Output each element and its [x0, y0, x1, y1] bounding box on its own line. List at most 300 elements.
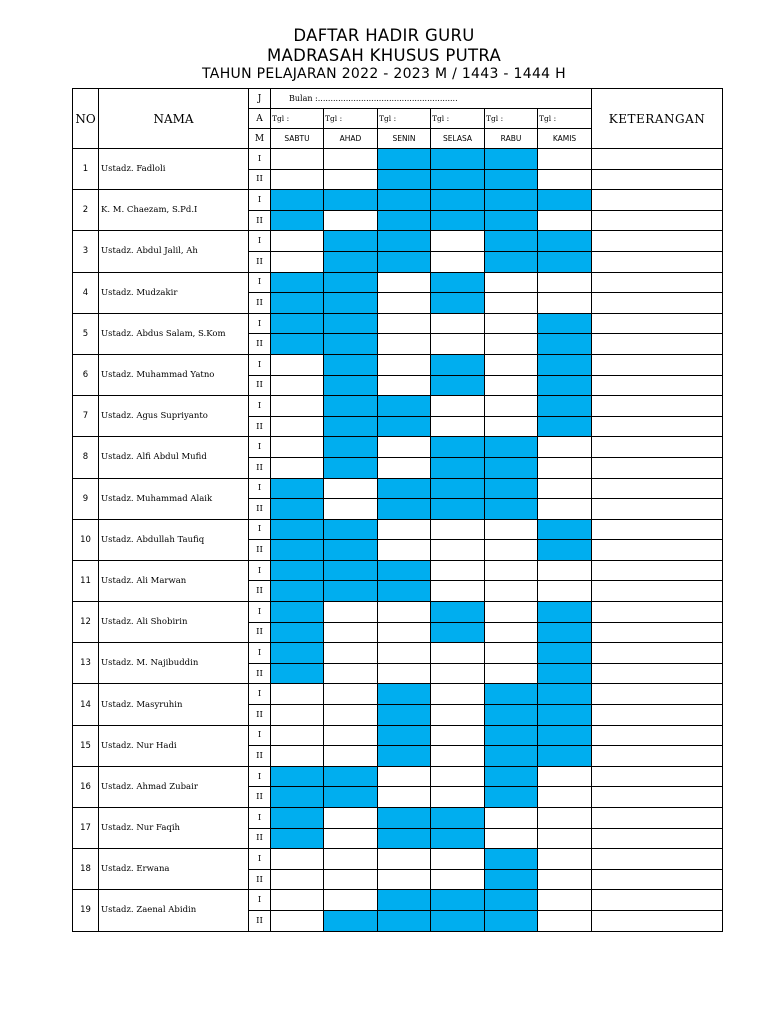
schedule-cell-assigned[interactable]	[324, 766, 378, 787]
schedule-cell[interactable]	[378, 313, 431, 334]
schedule-cell-assigned[interactable]	[271, 478, 324, 499]
schedule-cell-assigned[interactable]	[485, 705, 538, 726]
schedule-cell[interactable]	[485, 808, 538, 829]
keterangan-cell[interactable]	[592, 581, 723, 602]
schedule-cell[interactable]	[324, 705, 378, 726]
keterangan-cell[interactable]	[592, 684, 723, 705]
schedule-cell[interactable]	[271, 149, 324, 170]
schedule-cell-assigned[interactable]	[271, 560, 324, 581]
schedule-cell-assigned[interactable]	[324, 519, 378, 540]
schedule-cell[interactable]	[324, 828, 378, 849]
keterangan-cell[interactable]	[592, 869, 723, 890]
schedule-cell[interactable]	[485, 519, 538, 540]
schedule-cell-assigned[interactable]	[538, 396, 592, 417]
schedule-cell[interactable]	[538, 149, 592, 170]
schedule-cell[interactable]	[378, 354, 431, 375]
schedule-cell-assigned[interactable]	[431, 293, 485, 314]
schedule-cell-assigned[interactable]	[485, 766, 538, 787]
schedule-cell-assigned[interactable]	[378, 560, 431, 581]
schedule-cell[interactable]	[378, 787, 431, 808]
schedule-cell-assigned[interactable]	[271, 293, 324, 314]
schedule-cell-assigned[interactable]	[324, 457, 378, 478]
schedule-cell-assigned[interactable]	[378, 910, 431, 931]
schedule-cell-assigned[interactable]	[485, 746, 538, 767]
schedule-cell[interactable]	[485, 622, 538, 643]
keterangan-cell[interactable]	[592, 787, 723, 808]
schedule-cell[interactable]	[271, 354, 324, 375]
schedule-cell-assigned[interactable]	[378, 251, 431, 272]
schedule-cell-assigned[interactable]	[378, 746, 431, 767]
schedule-cell[interactable]	[271, 231, 324, 252]
schedule-cell-assigned[interactable]	[271, 190, 324, 211]
teacher-number: 7	[73, 396, 99, 437]
schedule-cell[interactable]	[538, 581, 592, 602]
session-label: I	[249, 396, 271, 417]
schedule-cell[interactable]	[378, 375, 431, 396]
session-label: II	[249, 581, 271, 602]
schedule-cell-assigned[interactable]	[378, 808, 431, 829]
schedule-cell[interactable]	[271, 849, 324, 870]
schedule-cell-assigned[interactable]	[538, 313, 592, 334]
schedule-cell-assigned[interactable]	[431, 828, 485, 849]
schedule-cell[interactable]	[538, 272, 592, 293]
session-label: I	[249, 313, 271, 334]
day-header-selasa: SELASA	[431, 129, 485, 149]
keterangan-cell[interactable]	[592, 746, 723, 767]
schedule-cell[interactable]	[485, 643, 538, 664]
keterangan-cell[interactable]	[592, 231, 723, 252]
teacher-number: 18	[73, 849, 99, 890]
schedule-cell-assigned[interactable]	[485, 787, 538, 808]
schedule-cell[interactable]	[271, 890, 324, 911]
teacher-number: 12	[73, 602, 99, 643]
session-label: I	[249, 602, 271, 623]
schedule-cell[interactable]	[271, 437, 324, 458]
schedule-cell-assigned[interactable]	[378, 231, 431, 252]
schedule-cell-assigned[interactable]	[378, 396, 431, 417]
schedule-cell-assigned[interactable]	[431, 808, 485, 829]
schedule-cell[interactable]	[538, 869, 592, 890]
schedule-cell-assigned[interactable]	[378, 190, 431, 211]
schedule-cell[interactable]	[538, 828, 592, 849]
schedule-cell-assigned[interactable]	[271, 808, 324, 829]
schedule-cell[interactable]	[538, 787, 592, 808]
schedule-cell[interactable]	[431, 313, 485, 334]
schedule-cell[interactable]	[378, 766, 431, 787]
session-label: II	[249, 746, 271, 767]
keterangan-cell[interactable]	[592, 828, 723, 849]
tgl-field-senin[interactable]: Tgl :	[378, 109, 431, 129]
keterangan-cell[interactable]	[592, 210, 723, 231]
schedule-cell[interactable]	[538, 457, 592, 478]
schedule-cell[interactable]	[271, 746, 324, 767]
keterangan-cell[interactable]	[592, 478, 723, 499]
keterangan-cell[interactable]	[592, 334, 723, 355]
schedule-cell[interactable]	[538, 890, 592, 911]
schedule-cell[interactable]	[271, 251, 324, 272]
session-label: I	[249, 808, 271, 829]
schedule-cell[interactable]	[485, 416, 538, 437]
schedule-cell-assigned[interactable]	[378, 478, 431, 499]
schedule-cell-assigned[interactable]	[485, 849, 538, 870]
schedule-cell[interactable]	[271, 375, 324, 396]
schedule-cell[interactable]	[431, 519, 485, 540]
schedule-cell-assigned[interactable]	[538, 643, 592, 664]
schedule-cell-assigned[interactable]	[271, 643, 324, 664]
keterangan-cell[interactable]	[592, 272, 723, 293]
schedule-cell-assigned[interactable]	[431, 890, 485, 911]
session-label: I	[249, 478, 271, 499]
schedule-cell[interactable]	[324, 622, 378, 643]
schedule-cell[interactable]	[378, 540, 431, 561]
schedule-cell[interactable]	[324, 602, 378, 623]
keterangan-cell[interactable]	[592, 149, 723, 170]
schedule-cell[interactable]	[378, 622, 431, 643]
keterangan-cell[interactable]	[592, 622, 723, 643]
schedule-cell[interactable]	[485, 663, 538, 684]
schedule-cell-assigned[interactable]	[324, 581, 378, 602]
schedule-cell-assigned[interactable]	[431, 169, 485, 190]
schedule-cell-assigned[interactable]	[485, 437, 538, 458]
keterangan-cell[interactable]	[592, 808, 723, 829]
keterangan-cell[interactable]	[592, 396, 723, 417]
schedule-cell[interactable]	[431, 581, 485, 602]
session-label: I	[249, 272, 271, 293]
keterangan-cell[interactable]	[592, 705, 723, 726]
keterangan-cell[interactable]	[592, 499, 723, 520]
schedule-cell[interactable]	[271, 169, 324, 190]
schedule-cell-assigned[interactable]	[378, 416, 431, 437]
schedule-cell-assigned[interactable]	[324, 313, 378, 334]
schedule-cell[interactable]	[324, 478, 378, 499]
schedule-cell-assigned[interactable]	[431, 910, 485, 931]
schedule-cell-assigned[interactable]	[324, 251, 378, 272]
schedule-cell-assigned[interactable]	[271, 334, 324, 355]
schedule-cell-assigned[interactable]	[431, 354, 485, 375]
schedule-cell-assigned[interactable]	[485, 457, 538, 478]
schedule-cell[interactable]	[378, 849, 431, 870]
schedule-cell[interactable]	[431, 560, 485, 581]
schedule-cell[interactable]	[324, 499, 378, 520]
schedule-cell-assigned[interactable]	[485, 149, 538, 170]
keterangan-cell[interactable]	[592, 190, 723, 211]
schedule-cell[interactable]	[485, 293, 538, 314]
tgl-field-ahad[interactable]: Tgl :	[324, 109, 378, 129]
schedule-cell[interactable]	[378, 869, 431, 890]
keterangan-cell[interactable]	[592, 890, 723, 911]
keterangan-cell[interactable]	[592, 910, 723, 931]
table-row	[73, 849, 723, 870]
schedule-cell[interactable]	[271, 705, 324, 726]
schedule-cell[interactable]	[431, 663, 485, 684]
schedule-cell[interactable]	[431, 251, 485, 272]
schedule-cell-assigned[interactable]	[271, 622, 324, 643]
tgl-field-selasa[interactable]: Tgl :	[431, 109, 485, 129]
schedule-cell[interactable]	[378, 457, 431, 478]
schedule-cell[interactable]	[431, 725, 485, 746]
schedule-cell[interactable]	[271, 869, 324, 890]
keterangan-cell[interactable]	[592, 540, 723, 561]
schedule-cell[interactable]	[271, 725, 324, 746]
schedule-cell-assigned[interactable]	[324, 540, 378, 561]
keterangan-cell[interactable]	[592, 643, 723, 664]
schedule-cell[interactable]	[324, 643, 378, 664]
schedule-cell-assigned[interactable]	[538, 746, 592, 767]
schedule-cell-assigned[interactable]	[378, 890, 431, 911]
schedule-cell[interactable]	[324, 663, 378, 684]
schedule-cell-assigned[interactable]	[538, 684, 592, 705]
schedule-cell-assigned[interactable]	[538, 354, 592, 375]
keterangan-cell[interactable]	[592, 849, 723, 870]
schedule-cell-assigned[interactable]	[538, 375, 592, 396]
schedule-cell-assigned[interactable]	[271, 272, 324, 293]
schedule-cell[interactable]	[378, 437, 431, 458]
schedule-cell[interactable]	[431, 766, 485, 787]
schedule-cell-assigned[interactable]	[485, 169, 538, 190]
bulan-field[interactable]: Bulan :.......................................................	[271, 89, 592, 109]
keterangan-cell[interactable]	[592, 519, 723, 540]
schedule-cell[interactable]	[378, 334, 431, 355]
schedule-cell-assigned[interactable]	[324, 272, 378, 293]
schedule-cell-assigned[interactable]	[485, 725, 538, 746]
schedule-cell[interactable]	[431, 334, 485, 355]
keterangan-cell[interactable]	[592, 457, 723, 478]
schedule-cell-assigned[interactable]	[378, 210, 431, 231]
schedule-cell-assigned[interactable]	[324, 354, 378, 375]
teacher-number: 1	[73, 149, 99, 190]
schedule-cell[interactable]	[431, 684, 485, 705]
schedule-cell[interactable]	[378, 663, 431, 684]
schedule-cell[interactable]	[431, 849, 485, 870]
schedule-cell[interactable]	[538, 478, 592, 499]
keterangan-cell[interactable]	[592, 293, 723, 314]
schedule-cell-assigned[interactable]	[271, 663, 324, 684]
schedule-cell-assigned[interactable]	[271, 210, 324, 231]
schedule-cell[interactable]	[485, 602, 538, 623]
schedule-cell-assigned[interactable]	[431, 499, 485, 520]
schedule-cell[interactable]	[431, 540, 485, 561]
schedule-cell-assigned[interactable]	[271, 519, 324, 540]
schedule-cell-assigned[interactable]	[431, 602, 485, 623]
schedule-cell[interactable]	[485, 313, 538, 334]
schedule-cell[interactable]	[324, 746, 378, 767]
keterangan-cell[interactable]	[592, 375, 723, 396]
schedule-cell-assigned[interactable]	[485, 890, 538, 911]
schedule-cell[interactable]	[324, 210, 378, 231]
schedule-cell[interactable]	[538, 560, 592, 581]
schedule-cell[interactable]	[485, 375, 538, 396]
schedule-cell[interactable]	[538, 808, 592, 829]
schedule-cell-assigned[interactable]	[431, 622, 485, 643]
schedule-cell-assigned[interactable]	[378, 684, 431, 705]
schedule-cell[interactable]	[324, 169, 378, 190]
schedule-cell-assigned[interactable]	[324, 190, 378, 211]
schedule-cell[interactable]	[431, 231, 485, 252]
schedule-cell[interactable]	[538, 849, 592, 870]
schedule-cell[interactable]	[485, 396, 538, 417]
session-label: II	[249, 622, 271, 643]
keterangan-cell[interactable]	[592, 251, 723, 272]
schedule-cell[interactable]	[538, 499, 592, 520]
schedule-cell-assigned[interactable]	[271, 313, 324, 334]
schedule-cell-assigned[interactable]	[538, 231, 592, 252]
teacher-name: Ustadz. Ali Marwan	[99, 560, 249, 601]
tgl-field-sabtu[interactable]: Tgl :	[271, 109, 324, 129]
keterangan-cell[interactable]	[592, 437, 723, 458]
schedule-cell-assigned[interactable]	[485, 251, 538, 272]
schedule-cell-assigned[interactable]	[538, 725, 592, 746]
schedule-cell-assigned[interactable]	[538, 622, 592, 643]
schedule-cell-assigned[interactable]	[431, 457, 485, 478]
keterangan-cell[interactable]	[592, 416, 723, 437]
keterangan-cell[interactable]	[592, 663, 723, 684]
keterangan-cell[interactable]	[592, 354, 723, 375]
schedule-cell[interactable]	[431, 869, 485, 890]
schedule-cell-assigned[interactable]	[485, 910, 538, 931]
keterangan-cell[interactable]	[592, 169, 723, 190]
schedule-cell[interactable]	[431, 746, 485, 767]
keterangan-cell[interactable]	[592, 560, 723, 581]
schedule-cell-assigned[interactable]	[431, 149, 485, 170]
session-label: II	[249, 828, 271, 849]
table-row	[73, 725, 723, 746]
schedule-cell[interactable]	[538, 766, 592, 787]
schedule-cell-assigned[interactable]	[324, 334, 378, 355]
schedule-cell-assigned[interactable]	[538, 190, 592, 211]
schedule-cell-assigned[interactable]	[324, 231, 378, 252]
session-label: I	[249, 231, 271, 252]
schedule-cell[interactable]	[485, 540, 538, 561]
schedule-cell-assigned[interactable]	[378, 725, 431, 746]
schedule-cell-assigned[interactable]	[271, 766, 324, 787]
schedule-cell-assigned[interactable]	[431, 478, 485, 499]
keterangan-cell[interactable]	[592, 313, 723, 334]
tgl-field-rabu[interactable]: Tgl :	[485, 109, 538, 129]
schedule-cell[interactable]	[271, 396, 324, 417]
schedule-cell-assigned[interactable]	[538, 416, 592, 437]
schedule-cell[interactable]	[431, 396, 485, 417]
schedule-cell-assigned[interactable]	[431, 272, 485, 293]
schedule-cell-assigned[interactable]	[378, 499, 431, 520]
schedule-cell-assigned[interactable]	[431, 437, 485, 458]
schedule-cell-assigned[interactable]	[538, 540, 592, 561]
schedule-cell[interactable]	[271, 457, 324, 478]
schedule-cell-assigned[interactable]	[485, 478, 538, 499]
schedule-cell[interactable]	[431, 643, 485, 664]
table-row	[73, 190, 723, 211]
schedule-cell-assigned[interactable]	[271, 602, 324, 623]
schedule-cell[interactable]	[271, 416, 324, 437]
schedule-cell-assigned[interactable]	[485, 684, 538, 705]
schedule-cell[interactable]	[431, 705, 485, 726]
schedule-cell[interactable]	[378, 519, 431, 540]
schedule-cell[interactable]	[271, 910, 324, 931]
schedule-cell-assigned[interactable]	[538, 334, 592, 355]
schedule-cell-assigned[interactable]	[378, 828, 431, 849]
schedule-cell[interactable]	[485, 560, 538, 581]
schedule-cell[interactable]	[538, 437, 592, 458]
schedule-cell[interactable]	[538, 293, 592, 314]
schedule-cell[interactable]	[378, 272, 431, 293]
schedule-cell-assigned[interactable]	[378, 705, 431, 726]
schedule-cell-assigned[interactable]	[485, 499, 538, 520]
schedule-cell-assigned[interactable]	[538, 519, 592, 540]
schedule-cell-assigned[interactable]	[324, 416, 378, 437]
schedule-cell[interactable]	[431, 787, 485, 808]
schedule-cell[interactable]	[538, 210, 592, 231]
schedule-cell[interactable]	[324, 849, 378, 870]
table-row	[73, 313, 723, 334]
schedule-cell-assigned[interactable]	[271, 828, 324, 849]
schedule-cell[interactable]	[485, 334, 538, 355]
schedule-cell[interactable]	[538, 169, 592, 190]
schedule-cell-assigned[interactable]	[271, 581, 324, 602]
day-header-sabtu: SABTU	[271, 129, 324, 149]
tgl-field-kamis[interactable]: Tgl :	[538, 109, 592, 129]
schedule-cell[interactable]	[324, 890, 378, 911]
schedule-cell[interactable]	[324, 869, 378, 890]
schedule-cell-assigned[interactable]	[324, 437, 378, 458]
schedule-cell[interactable]	[324, 725, 378, 746]
schedule-cell-assigned[interactable]	[538, 251, 592, 272]
keterangan-cell[interactable]	[592, 766, 723, 787]
schedule-cell-assigned[interactable]	[324, 910, 378, 931]
keterangan-cell[interactable]	[592, 725, 723, 746]
schedule-cell-assigned[interactable]	[324, 787, 378, 808]
schedule-cell-assigned[interactable]	[271, 540, 324, 561]
schedule-cell-assigned[interactable]	[538, 663, 592, 684]
schedule-cell-assigned[interactable]	[271, 787, 324, 808]
schedule-cell-assigned[interactable]	[324, 396, 378, 417]
schedule-cell-assigned[interactable]	[431, 190, 485, 211]
schedule-cell[interactable]	[324, 149, 378, 170]
teacher-number: 5	[73, 313, 99, 354]
schedule-cell[interactable]	[485, 354, 538, 375]
schedule-cell[interactable]	[431, 416, 485, 437]
schedule-cell[interactable]	[378, 293, 431, 314]
teacher-number: 13	[73, 643, 99, 684]
day-header-kamis: KAMIS	[538, 129, 592, 149]
schedule-cell-assigned[interactable]	[324, 375, 378, 396]
schedule-cell-assigned[interactable]	[538, 602, 592, 623]
schedule-cell-assigned[interactable]	[378, 149, 431, 170]
schedule-cell-assigned[interactable]	[485, 210, 538, 231]
session-label: II	[249, 375, 271, 396]
schedule-cell-assigned[interactable]	[431, 210, 485, 231]
schedule-cell[interactable]	[324, 684, 378, 705]
schedule-cell[interactable]	[378, 643, 431, 664]
schedule-cell-assigned[interactable]	[538, 705, 592, 726]
schedule-cell-assigned[interactable]	[271, 499, 324, 520]
schedule-cell[interactable]	[271, 684, 324, 705]
keterangan-cell[interactable]	[592, 602, 723, 623]
schedule-cell-assigned[interactable]	[485, 190, 538, 211]
schedule-cell[interactable]	[485, 272, 538, 293]
schedule-cell[interactable]	[324, 808, 378, 829]
schedule-cell-assigned[interactable]	[485, 869, 538, 890]
schedule-cell[interactable]	[378, 602, 431, 623]
table-row	[73, 272, 723, 293]
schedule-cell-assigned[interactable]	[378, 169, 431, 190]
schedule-cell[interactable]	[485, 581, 538, 602]
schedule-cell-assigned[interactable]	[378, 581, 431, 602]
schedule-cell[interactable]	[485, 828, 538, 849]
schedule-cell-assigned[interactable]	[324, 560, 378, 581]
schedule-cell-assigned[interactable]	[431, 375, 485, 396]
schedule-cell-assigned[interactable]	[324, 293, 378, 314]
schedule-cell-assigned[interactable]	[485, 231, 538, 252]
schedule-cell[interactable]	[538, 910, 592, 931]
